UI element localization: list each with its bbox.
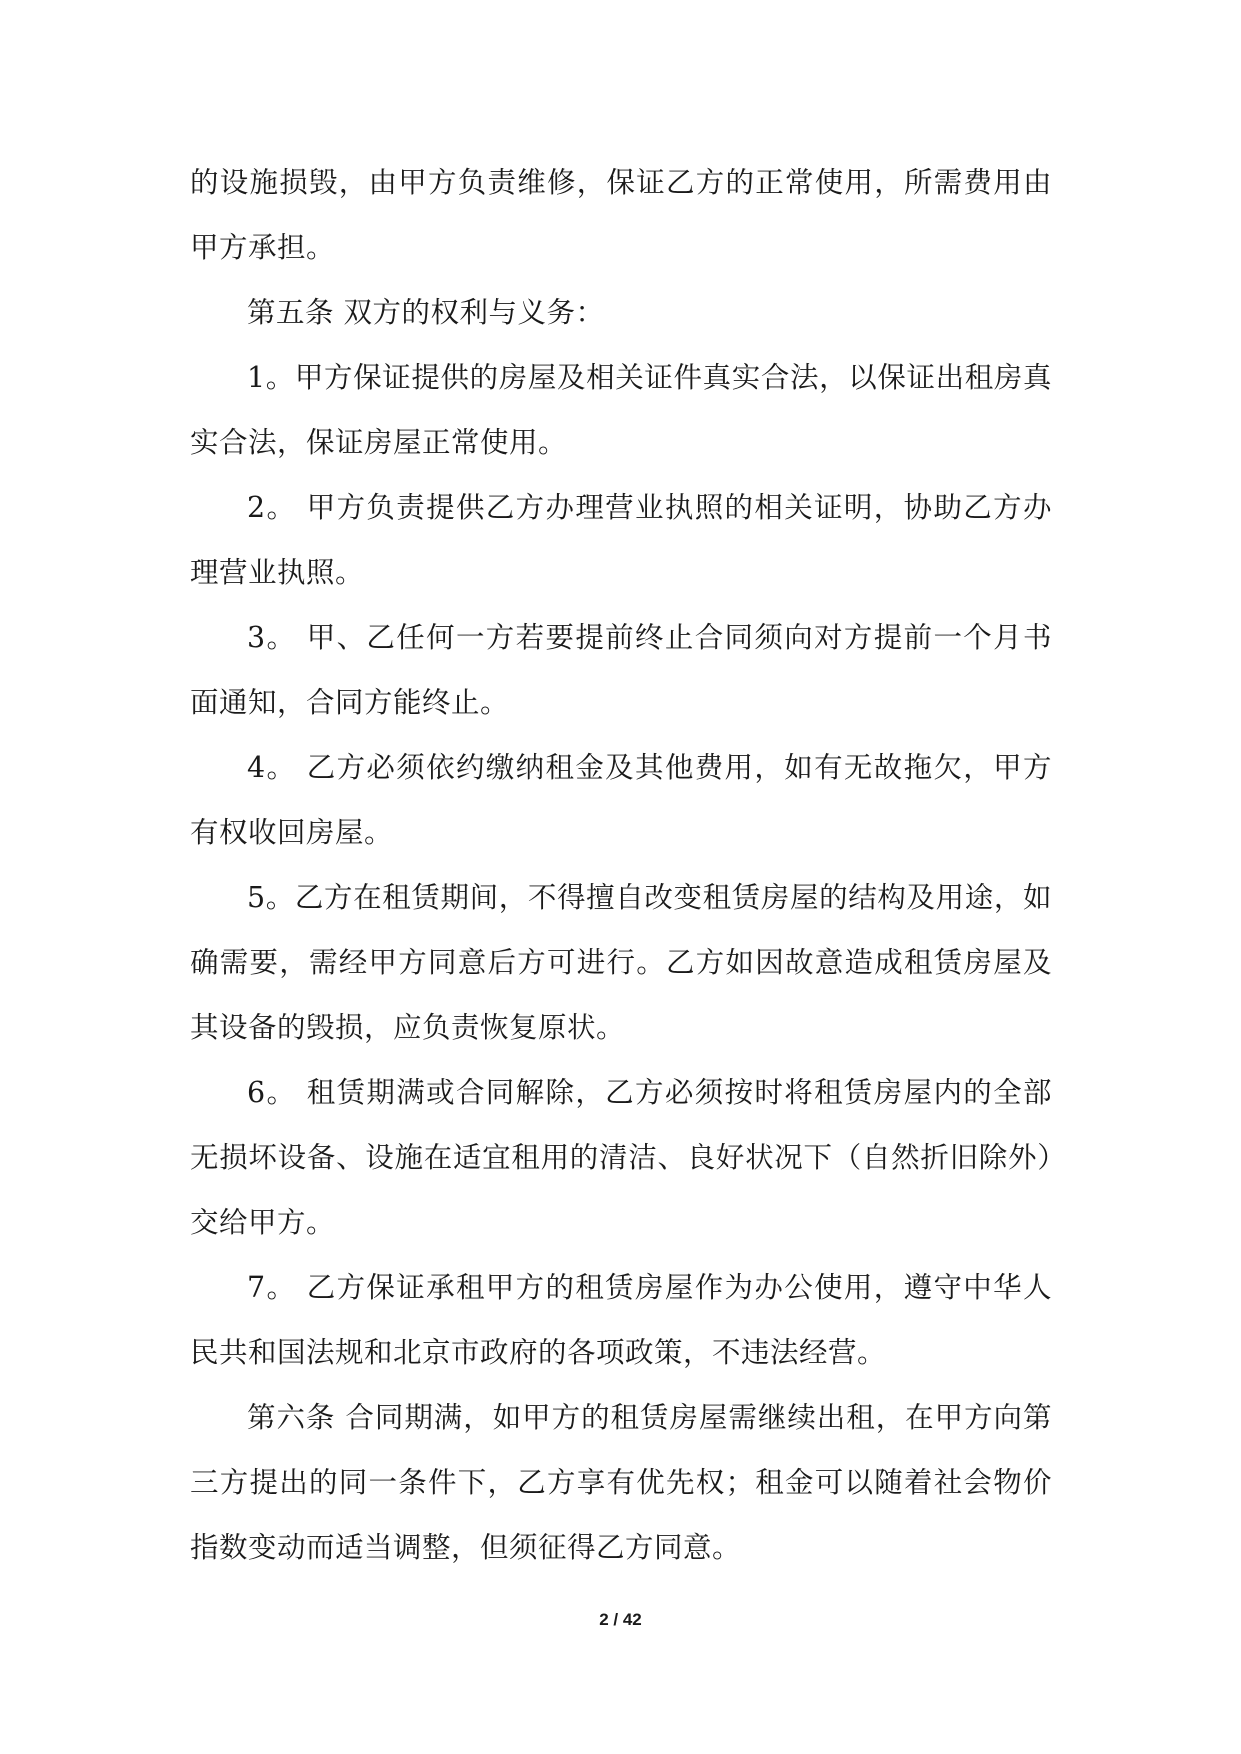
paragraph-continuation: 的设施损毁，由甲方负责维修，保证乙方的正常使用，所需费用由甲方承担。: [190, 166, 1052, 264]
clause-4: 4。 乙方必须依约缴纳租金及其他费用，如有无故拖欠，甲方有权收回房屋。: [190, 751, 1052, 849]
clause-6: 6。 租赁期满或合同解除，乙方必须按时将租赁房屋内的全部无损坏设备、设施在适宜租用的清洁、良好状况下（自然折旧除外）交给甲方。: [190, 1076, 1052, 1239]
clause-7: 7。 乙方保证承租甲方的租赁房屋作为办公使用，遵守中华人民共和国法规和北京市政府的各项政策，不违法经营。: [190, 1271, 1052, 1369]
clause-5: 5。乙方在租赁期间，不得擅自改变租赁房屋的结构及用途，如确需要，需经甲方同意后方可进行。乙方如因故意造成租赁房屋及其设备的毁损，应负责恢复原状。: [190, 881, 1052, 1044]
clause-1: 1。甲方保证提供的房屋及相关证件真实合法，以保证出租房真实合法，保证房屋正常使用。: [190, 361, 1052, 459]
clause-2: 2。 甲方负责提供乙方办理营业执照的相关证明，协助乙方办理营业执照。: [190, 491, 1052, 589]
clause-3: 3。 甲、乙任何一方若要提前终止合同须向对方提前一个月书面通知，合同方能终止。: [190, 621, 1052, 719]
page-number: 2 / 42: [599, 1610, 642, 1629]
article-6: 第六条 合同期满，如甲方的租赁房屋需继续出租，在甲方向第三方提出的同一条件下，乙方享有优先权；租金可以随着社会物价指数变动而适当调整，但须征得乙方同意。: [190, 1401, 1052, 1564]
document-body: [190, 150, 1052, 1580]
article-5-heading: 第五条 双方的权利与义务：: [247, 296, 605, 329]
